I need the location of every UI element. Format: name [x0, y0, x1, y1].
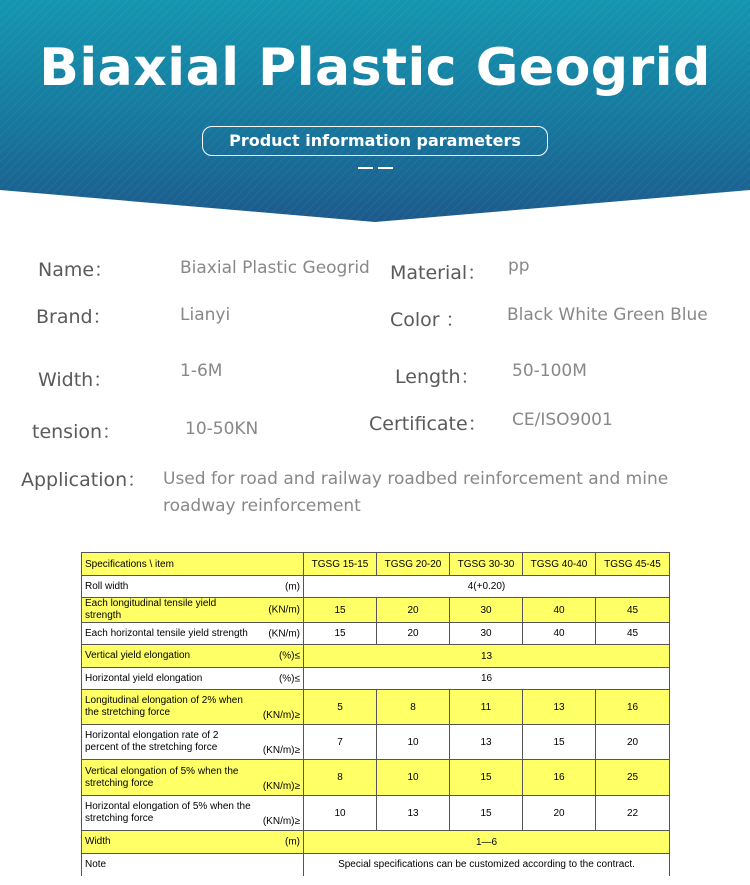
- table-row: [82, 831, 670, 854]
- value-cell: 13: [377, 796, 450, 831]
- table-row: [82, 598, 670, 623]
- value-cell: 15: [304, 623, 377, 645]
- value-cell: 15: [304, 598, 377, 623]
- row-label: Width: [85, 836, 111, 847]
- row-unit: (%)≤: [278, 673, 300, 684]
- row-label: Longitudinal elongation of 2% when the stretching force: [85, 695, 243, 718]
- name-label: Name：: [38, 259, 114, 281]
- page-title: Biaxial Plastic Geogrid: [39, 38, 711, 98]
- row-unit: (m): [285, 581, 300, 592]
- table-row: [82, 796, 670, 831]
- header-banner: [0, 0, 750, 222]
- row-label: Each horizontal tensile yield strength: [85, 627, 248, 639]
- header-item-cell: Specifications \ item: [82, 553, 304, 576]
- value-cell: 25: [596, 760, 670, 796]
- value-cell: 20: [377, 623, 450, 645]
- value-cell: 20: [377, 598, 450, 623]
- row-unit: (m): [285, 836, 300, 848]
- row-label-cell: [82, 598, 304, 623]
- divider-dash: [378, 167, 393, 169]
- row-label-cell: [82, 623, 304, 645]
- table-header-row: [82, 553, 670, 576]
- value-cell: 16: [523, 760, 596, 796]
- length-label: Length：: [395, 366, 480, 388]
- value-cell: 30: [450, 598, 523, 623]
- value-cell: 15: [450, 796, 523, 831]
- row-label: Each longitudinal tensile yield strength: [85, 598, 217, 621]
- row-unit: (KN/m)≥: [262, 745, 300, 756]
- row-unit: (KN/m): [268, 628, 300, 639]
- name-value: Biaxial Plastic Geogrid: [180, 258, 370, 278]
- value-cell: 15: [450, 760, 523, 796]
- model-header: TGSG 15-15: [304, 553, 377, 576]
- table-row: [82, 645, 670, 668]
- value-cell: 45: [596, 598, 670, 623]
- row-label-cell: [82, 576, 304, 598]
- row-label-cell: [82, 796, 304, 831]
- table-row: [82, 854, 670, 876]
- table-row: [82, 760, 670, 796]
- color-value: Black White Green Blue: [507, 305, 708, 325]
- value-cell: 20: [596, 725, 670, 760]
- model-header: TGSG 40-40: [523, 553, 596, 576]
- row-unit: (KN/m)≥: [262, 816, 300, 827]
- value-cell: 13: [523, 690, 596, 725]
- row-label-cell: [82, 645, 304, 668]
- row-label-cell: [82, 690, 304, 725]
- banner-background: [0, 0, 750, 222]
- value-cell: 22: [596, 796, 670, 831]
- material-label: Material：: [390, 262, 487, 284]
- row-label: Vertical elongation of 5% when the stretching force: [85, 765, 239, 789]
- value-cell: 7: [304, 725, 377, 760]
- value-cell: 40: [523, 623, 596, 645]
- row-unit: (KN/m)≥: [262, 710, 300, 721]
- row-label-cell: [82, 760, 304, 796]
- value-cell: 5: [304, 690, 377, 725]
- table-row: [82, 623, 670, 645]
- value-cell: 10: [377, 760, 450, 796]
- brand-value: Lianyi: [180, 305, 231, 325]
- row-label-cell: [82, 668, 304, 690]
- tension-label: tension：: [32, 421, 122, 443]
- width-value: 1-6M: [180, 361, 223, 381]
- certificate-value: CE/ISO9001: [512, 410, 613, 430]
- specification-table: [81, 552, 670, 876]
- value-cell: 8: [377, 690, 450, 725]
- row-label: Horizontal elongation rate of 2 percent of the stretching force: [85, 730, 219, 753]
- value-cell: 10: [377, 725, 450, 760]
- application-value: Used for road and railway roadbed reinforcement and mine roadway reinforcement: [163, 469, 669, 516]
- row-label-cell: [82, 854, 304, 876]
- row-label: Note: [85, 858, 107, 870]
- material-value: pp: [508, 256, 530, 276]
- tension-value: 10-50KN: [185, 419, 259, 439]
- merged-value: 13: [304, 645, 670, 668]
- row-unit: (KN/m): [268, 604, 300, 616]
- row-label-cell: [82, 831, 304, 854]
- merged-value: 4(+0.20): [304, 576, 670, 598]
- value-cell: 20: [523, 796, 596, 831]
- certificate-label: Certificate：: [369, 413, 487, 435]
- row-label-cell: [82, 725, 304, 760]
- value-cell: 45: [596, 623, 670, 645]
- merged-value: 16: [304, 668, 670, 690]
- row-label: Horizontal yield elongation: [85, 672, 203, 684]
- merged-value: Special specifications can be customized according to the contract.: [304, 854, 670, 876]
- model-header: TGSG 45-45: [596, 553, 670, 576]
- table-row: [82, 668, 670, 690]
- divider-dash: [358, 167, 373, 169]
- brand-label: Brand：: [36, 306, 112, 328]
- row-label: Vertical yield elongation: [85, 650, 191, 661]
- merged-value: 1—6: [304, 831, 670, 854]
- section-subtitle: Product information parameters: [202, 126, 548, 156]
- length-value: 50-100M: [512, 361, 587, 381]
- model-header: TGSG 20-20: [377, 553, 450, 576]
- table-row: [82, 576, 670, 598]
- value-cell: 16: [596, 690, 670, 725]
- color-label: Color ：: [390, 309, 465, 331]
- table-row: [82, 725, 670, 760]
- value-cell: 8: [304, 760, 377, 796]
- value-cell: 30: [450, 623, 523, 645]
- row-unit: (%)≤: [278, 650, 300, 662]
- width-label: Width：: [38, 369, 113, 391]
- value-cell: 10: [304, 796, 377, 831]
- table-row: [82, 690, 670, 725]
- row-unit: (KN/m)≥: [262, 781, 300, 792]
- value-cell: 13: [450, 725, 523, 760]
- model-header: TGSG 30-30: [450, 553, 523, 576]
- application-label: Application：: [21, 469, 147, 491]
- row-label: Roll width: [85, 580, 129, 592]
- row-label: Horizontal elongation of 5% when the stretching force: [85, 801, 251, 824]
- value-cell: 11: [450, 690, 523, 725]
- value-cell: 15: [523, 725, 596, 760]
- value-cell: 40: [523, 598, 596, 623]
